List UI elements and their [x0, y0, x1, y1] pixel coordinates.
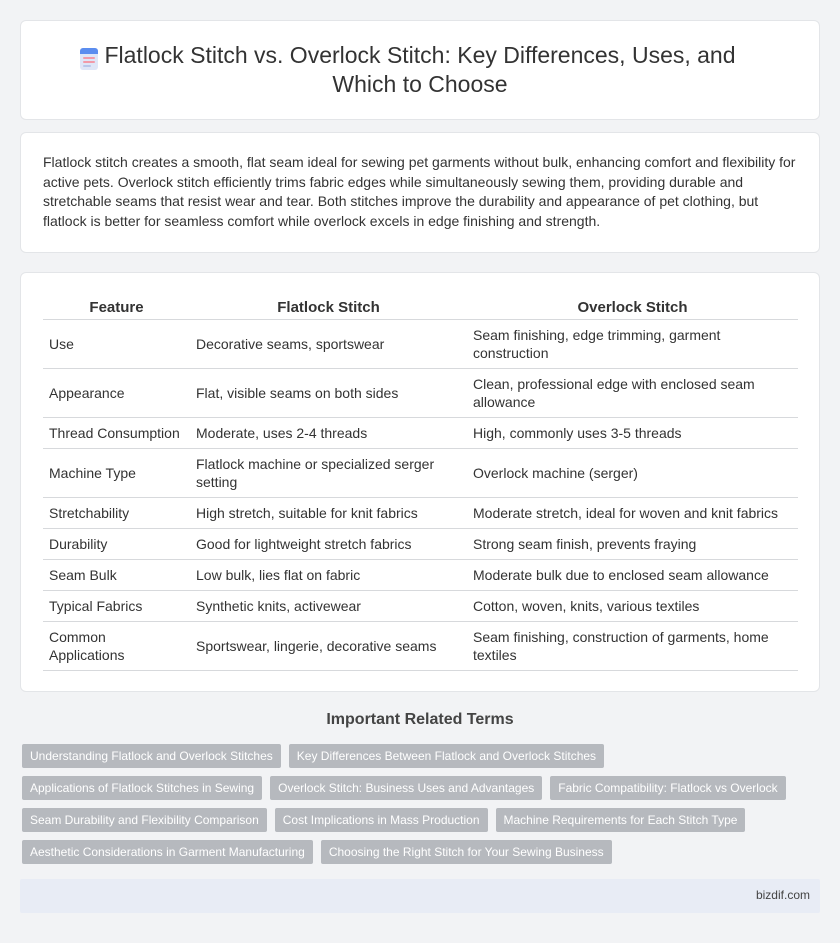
header-overlock: Overlock Stitch — [467, 291, 798, 319]
table-row — [43, 368, 798, 417]
related-term-tag[interactable]: Choosing the Right Stitch for Your Sewing Business — [321, 840, 612, 864]
site-name[interactable]: bizdif.com — [755, 888, 810, 902]
table-cell: Seam finishing, construction of garments, home textiles — [467, 621, 798, 670]
table-cell: Flat, visible seams on both sides — [190, 368, 467, 417]
table-cell: Decorative seams, sportswear — [190, 319, 467, 368]
related-terms-list — [22, 744, 822, 872]
table-cell: Durability — [43, 528, 190, 559]
table-cell: Clean, professional edge with enclosed seam allowance — [467, 368, 798, 417]
table-cell: Common Applications — [43, 621, 190, 670]
table-header-row — [43, 291, 798, 319]
table-cell: Moderate, uses 2-4 threads — [190, 417, 467, 448]
table-row — [43, 497, 798, 528]
table-cell: Use — [43, 319, 190, 368]
table-cell: High stretch, suitable for knit fabrics — [190, 497, 467, 528]
related-term-tag[interactable]: Seam Durability and Flexibility Comparison — [22, 808, 267, 832]
related-term-tag[interactable]: Cost Implications in Mass Production — [275, 808, 488, 832]
table-cell: Cotton, woven, knits, various textiles — [467, 590, 798, 621]
table-cell: Low bulk, lies flat on fabric — [190, 559, 467, 590]
table-cell: Overlock machine (serger) — [467, 448, 798, 497]
table-cell: Strong seam finish, prevents fraying — [467, 528, 798, 559]
table-cell: Thread Consumption — [43, 417, 190, 448]
table-cell: Machine Type — [43, 448, 190, 497]
header-flatlock: Flatlock Stitch — [190, 291, 467, 319]
table-row — [43, 417, 798, 448]
related-term-tag[interactable]: Aesthetic Considerations in Garment Manufacturing — [22, 840, 313, 864]
intro-paragraph: Flatlock stitch creates a smooth, flat seam ideal for sewing pet garments without bulk, enhancing comfort and flexibility for active pets. Overlock stitch efficiently trims fabric edges while simultaneously sewing them, providing durable and stretchable seams that resist wear and tear. Both stitches improve the durability and appearance of pet clothing, but flatlock is better for seamless comfort while overlock excels in edge finishing and strength. — [43, 154, 796, 229]
comparison-table — [43, 291, 798, 671]
table-cell: Moderate bulk due to enclosed seam allowance — [467, 559, 798, 590]
footer — [20, 879, 820, 913]
table-cell: Flatlock machine or specialized serger setting — [190, 448, 467, 497]
table-row — [43, 448, 798, 497]
table-row — [43, 559, 798, 590]
table-cell: Typical Fabrics — [43, 590, 190, 621]
table-row — [43, 528, 798, 559]
header-feature: Feature — [43, 291, 190, 319]
related-terms-title: Important Related Terms — [326, 711, 514, 728]
intro-card — [20, 132, 820, 253]
related-term-tag[interactable]: Understanding Flatlock and Overlock Stitches — [22, 744, 281, 768]
related-term-tag[interactable]: Key Differences Between Flatlock and Overlock Stitches — [289, 744, 604, 768]
table-row — [43, 621, 798, 670]
table-row — [43, 319, 798, 368]
comparison-card — [20, 272, 820, 692]
page-title: Flatlock Stitch vs. Overlock Stitch: Key Differences, Uses, and Which to Choose — [104, 42, 736, 97]
table-cell: Stretchability — [43, 497, 190, 528]
table-cell: Sportswear, lingerie, decorative seams — [190, 621, 467, 670]
related-term-tag[interactable]: Overlock Stitch: Business Uses and Advantages — [270, 776, 542, 800]
table-cell: High, commonly uses 3-5 threads — [467, 417, 798, 448]
table-cell: Appearance — [43, 368, 190, 417]
related-term-tag[interactable]: Applications of Flatlock Stitches in Sewing — [22, 776, 262, 800]
related-term-tag[interactable]: Fabric Compatibility: Flatlock vs Overlock — [550, 776, 785, 800]
related-term-tag[interactable]: Machine Requirements for Each Stitch Type — [496, 808, 746, 832]
table-row — [43, 590, 798, 621]
title-card — [20, 20, 820, 120]
table-cell: Synthetic knits, activewear — [190, 590, 467, 621]
table-cell: Good for lightweight stretch fabrics — [190, 528, 467, 559]
table-cell: Moderate stretch, ideal for woven and knit fabrics — [467, 497, 798, 528]
table-cell: Seam Bulk — [43, 559, 190, 590]
table-cell: Seam finishing, edge trimming, garment construction — [467, 319, 798, 368]
